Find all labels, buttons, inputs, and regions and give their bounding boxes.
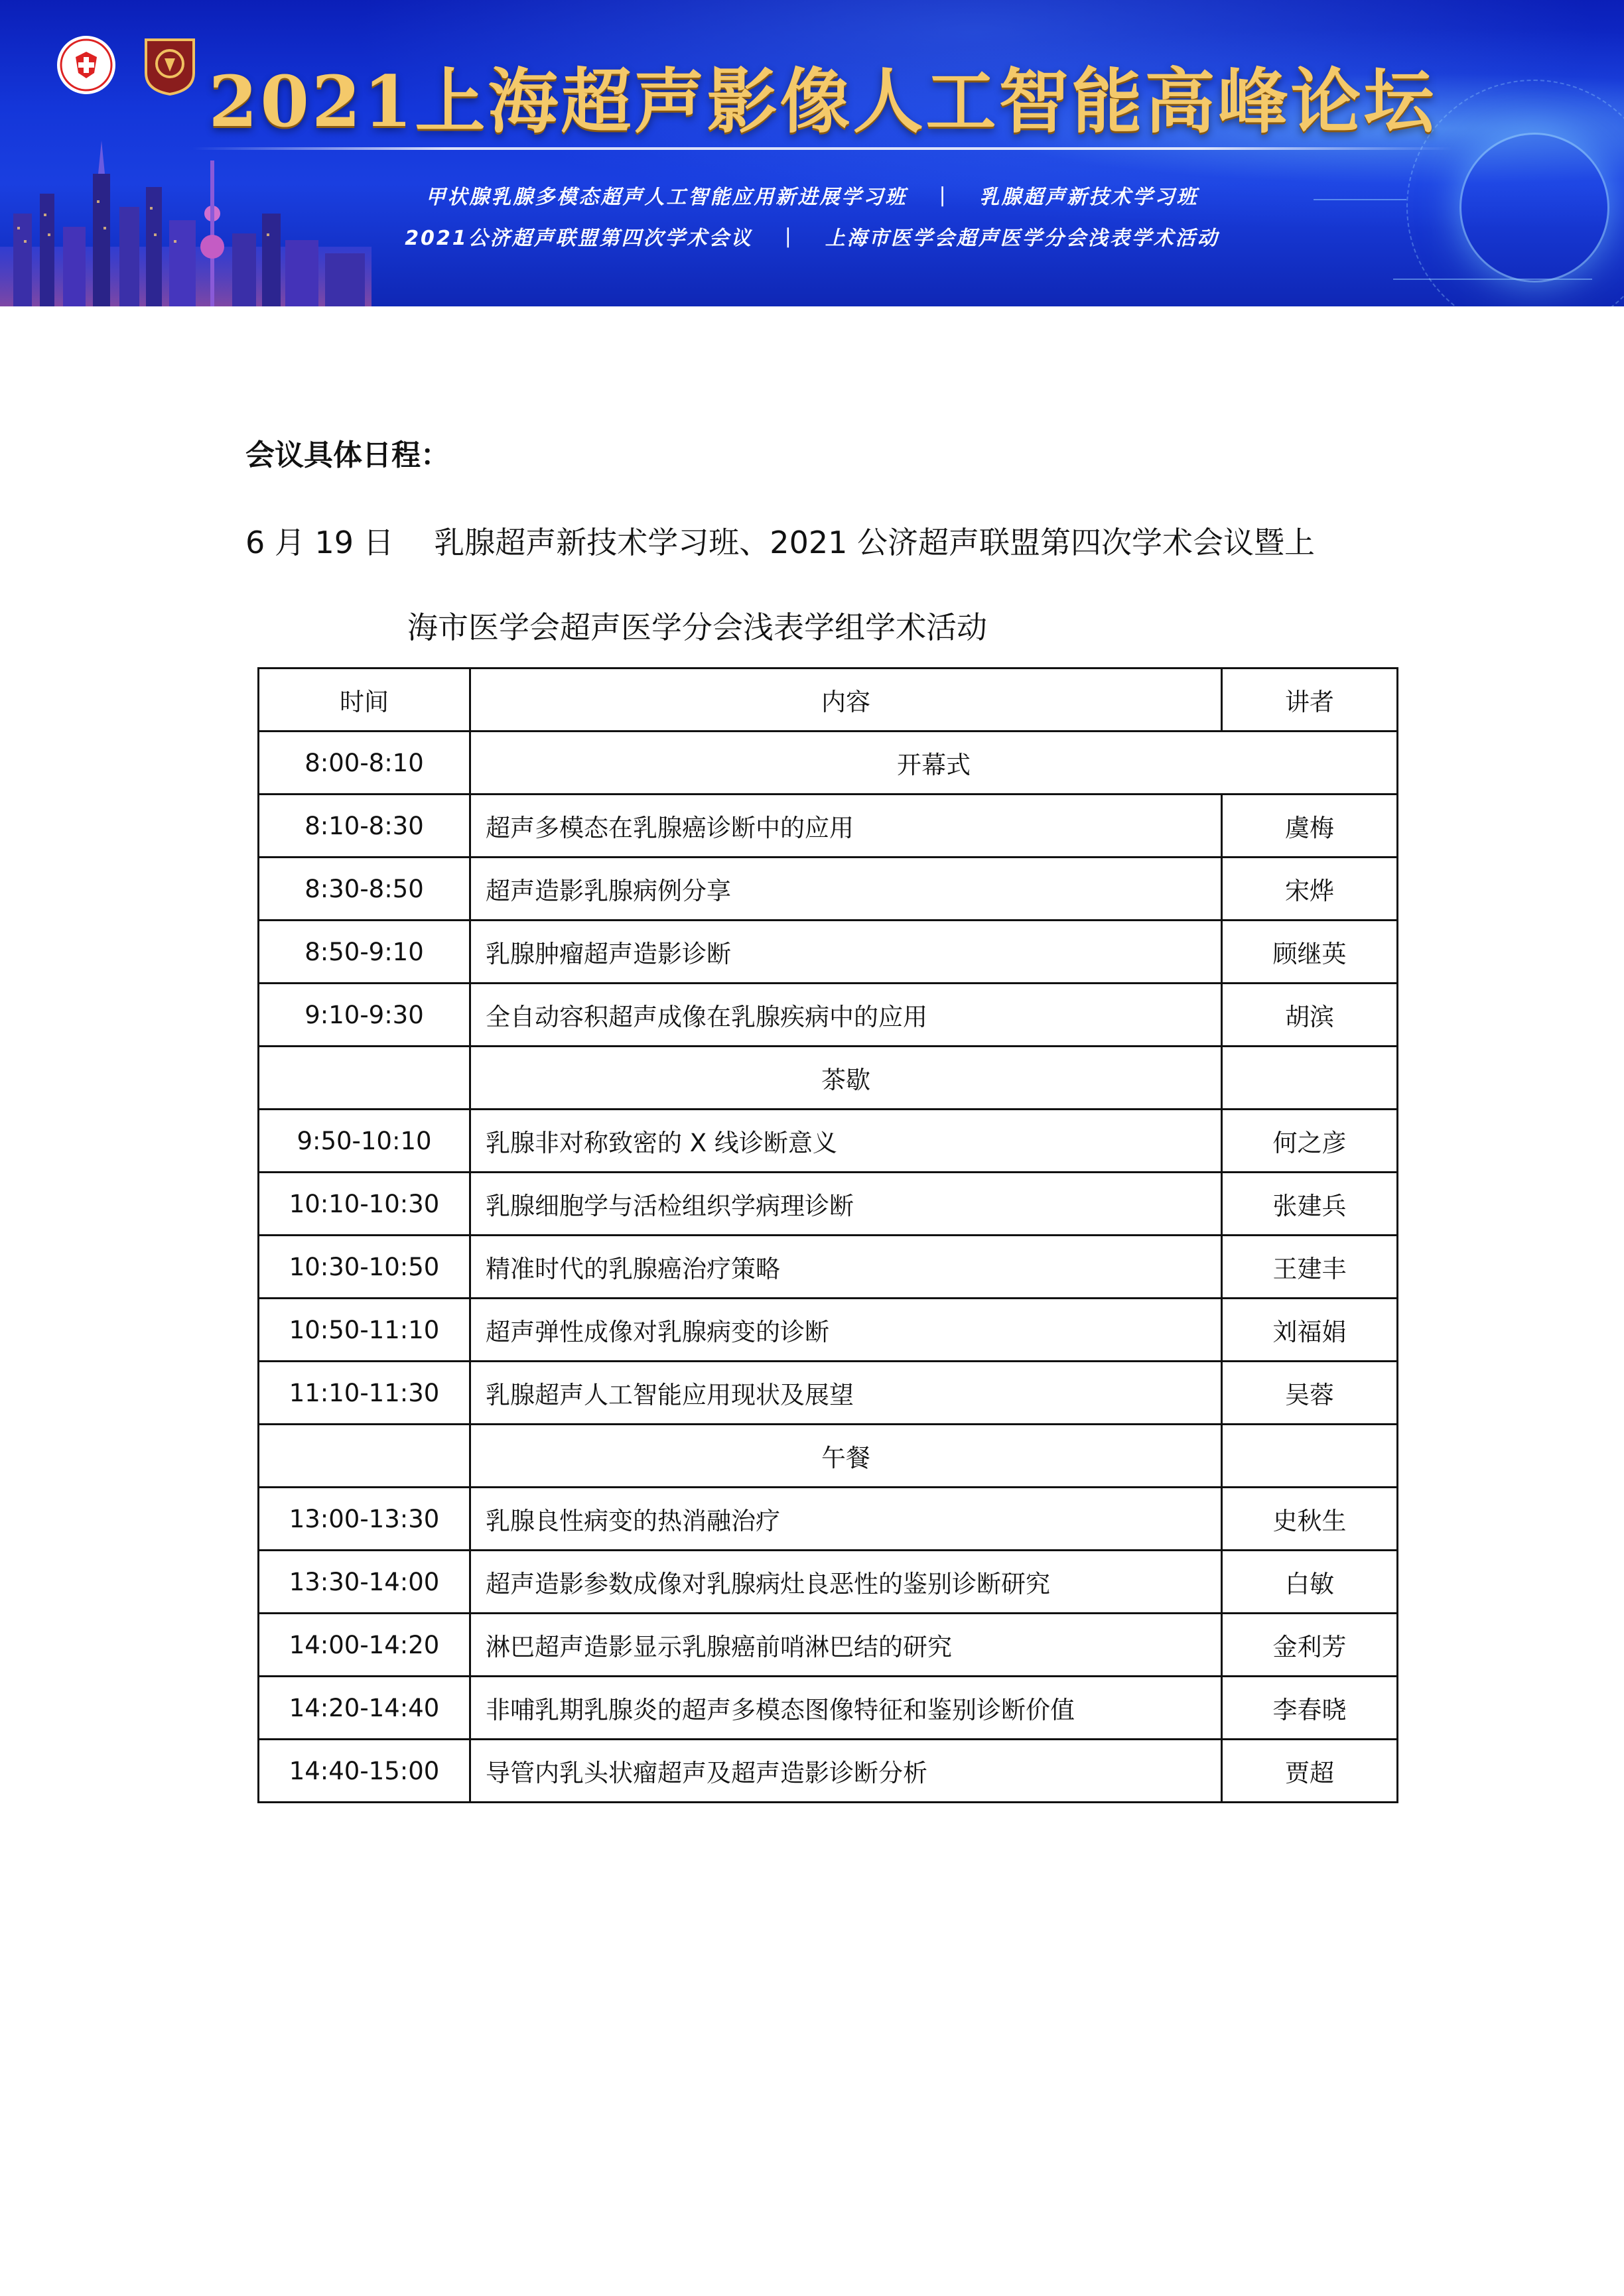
row-content: 精准时代的乳腺癌治疗策略 (470, 1236, 1222, 1299)
table-row (259, 858, 1398, 921)
row-speaker (1222, 1047, 1398, 1110)
row-time: 8:00-8:10 (259, 732, 470, 795)
hospital-emblem-icon (56, 34, 117, 96)
subtitle-separator: | (939, 183, 948, 207)
table-row (259, 1047, 1398, 1110)
row-speaker: 王建丰 (1222, 1236, 1398, 1299)
table-row (259, 1362, 1398, 1425)
row-time: 11:10-11:30 (259, 1362, 470, 1425)
row-content: 乳腺超声人工智能应用现状及展望 (470, 1362, 1222, 1425)
table-row (259, 984, 1398, 1047)
banner-subtitle: 2021公济超声联盟第四次学术会议 (405, 227, 753, 250)
schedule-table (257, 667, 1398, 1803)
row-content: 导管内乳头状瘤超声及超声造影诊断分析 (470, 1740, 1222, 1803)
table-header-row (259, 669, 1398, 732)
row-content: 超声多模态在乳腺癌诊断中的应用 (470, 795, 1222, 858)
table-row (259, 1740, 1398, 1803)
row-speaker: 吴蓉 (1222, 1362, 1398, 1425)
row-content: 开幕式 (470, 732, 1398, 795)
row-content: 午餐 (470, 1425, 1222, 1488)
table-row (259, 1425, 1398, 1488)
table-row (259, 921, 1398, 984)
day-title-line-2: 海市医学会超声医学分会浅表学组学术活动 (407, 609, 987, 645)
table-row (259, 732, 1398, 795)
banner-subtitle: 乳腺超声新技术学习班 (979, 186, 1199, 209)
table-row (259, 1173, 1398, 1236)
row-content: 乳腺良性病变的热消融治疗 (470, 1488, 1222, 1551)
row-content: 超声造影乳腺病例分享 (470, 858, 1222, 921)
row-time: 9:50-10:10 (259, 1110, 470, 1173)
row-speaker (1222, 1425, 1398, 1488)
row-speaker: 贾超 (1222, 1740, 1398, 1803)
row-speaker: 胡滨 (1222, 984, 1398, 1047)
header-content: 内容 (470, 669, 1222, 732)
row-content: 茶歇 (470, 1047, 1222, 1110)
subtitle-separator: | (784, 224, 793, 248)
row-time (259, 1047, 470, 1110)
banner-subtitle-row-1 (0, 180, 1624, 210)
day-title-line-1 (245, 519, 1315, 562)
table-row (259, 1677, 1398, 1740)
row-speaker: 宋烨 (1222, 858, 1398, 921)
row-speaker: 金利芳 (1222, 1614, 1398, 1677)
table-row (259, 795, 1398, 858)
section-heading: 会议具体日程： (245, 438, 450, 472)
row-time: 8:50-9:10 (259, 921, 470, 984)
header-speaker: 讲者 (1222, 669, 1398, 732)
row-time: 13:30-14:00 (259, 1551, 470, 1614)
row-content: 乳腺非对称致密的 X 线诊断意义 (470, 1110, 1222, 1173)
row-time: 14:00-14:20 (259, 1614, 470, 1677)
row-time: 10:50-11:10 (259, 1299, 470, 1362)
table-row (259, 1299, 1398, 1362)
row-time: 9:10-9:30 (259, 984, 470, 1047)
banner-title: 2021上海超声影像人工智能高峰论坛 (208, 60, 1437, 143)
row-time: 14:20-14:40 (259, 1677, 470, 1740)
table-row (259, 1488, 1398, 1551)
row-speaker: 何之彦 (1222, 1110, 1398, 1173)
table-row (259, 1614, 1398, 1677)
row-content: 全自动容积超声成像在乳腺疾病中的应用 (470, 984, 1222, 1047)
row-time: 8:30-8:50 (259, 858, 470, 921)
schedule-body (259, 732, 1398, 1803)
title-underline (192, 147, 1453, 150)
row-speaker: 顾继英 (1222, 921, 1398, 984)
row-speaker: 张建兵 (1222, 1173, 1398, 1236)
schedule-date: 6 月 19 日 (245, 525, 394, 560)
row-content: 非哺乳期乳腺炎的超声多模态图像特征和鉴别诊断价值 (470, 1677, 1222, 1740)
banner-subtitle: 上海市医学会超声医学分会浅表学术活动 (825, 227, 1219, 250)
row-time: 10:30-10:50 (259, 1236, 470, 1299)
table-row (259, 1110, 1398, 1173)
row-speaker: 白敏 (1222, 1551, 1398, 1614)
row-speaker: 史秋生 (1222, 1488, 1398, 1551)
row-speaker: 刘福娟 (1222, 1299, 1398, 1362)
row-time: 8:10-8:30 (259, 795, 470, 858)
row-content: 超声造影参数成像对乳腺病灶良恶性的鉴别诊断研究 (470, 1551, 1222, 1614)
row-content: 超声弹性成像对乳腺病变的诊断 (470, 1299, 1222, 1362)
shanghai-skyline-icon (0, 134, 372, 306)
header-time: 时间 (259, 669, 470, 732)
university-seal-icon (139, 34, 200, 96)
row-speaker: 李春晓 (1222, 1677, 1398, 1740)
row-time: 13:00-13:30 (259, 1488, 470, 1551)
row-time (259, 1425, 470, 1488)
row-time: 10:10-10:30 (259, 1173, 470, 1236)
banner-subtitle-row-2 (0, 222, 1624, 251)
row-content: 乳腺肿瘤超声造影诊断 (470, 921, 1222, 984)
conference-banner (0, 0, 1624, 306)
table-row (259, 1551, 1398, 1614)
row-speaker: 虞梅 (1222, 795, 1398, 858)
row-time: 14:40-15:00 (259, 1740, 470, 1803)
hud-line-decoration (1393, 279, 1592, 280)
row-content: 乳腺细胞学与活检组织学病理诊断 (470, 1173, 1222, 1236)
table-row (259, 1236, 1398, 1299)
row-content: 淋巴超声造影显示乳腺癌前哨淋巴结的研究 (470, 1614, 1222, 1677)
day-title-text: 乳腺超声新技术学习班、2021 公济超声联盟第四次学术会议暨上 (434, 525, 1315, 560)
banner-subtitle: 甲状腺乳腺多模态超声人工智能应用新进展学习班 (425, 186, 908, 209)
